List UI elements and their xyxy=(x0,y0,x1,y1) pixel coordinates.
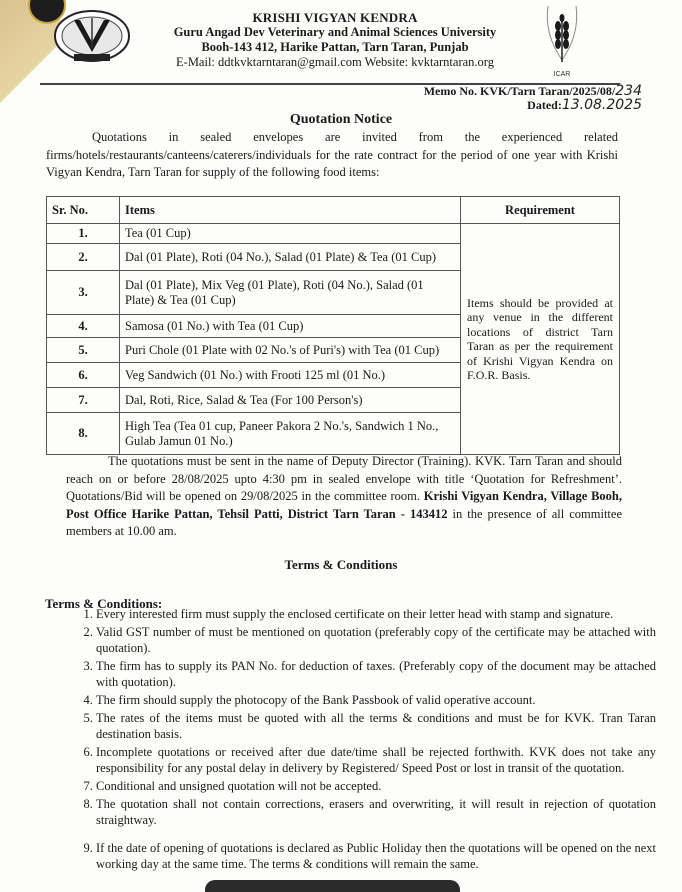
row-item: Puri Chole (01 Plate with 02 No.'s of Puri's) with Tea (01 Cup) xyxy=(120,338,461,363)
term-item: 3. The firm has to supply its PAN No. for deduction of taxes. (Preferably copy of the document may be attached with quotation). xyxy=(96,658,656,690)
row-sr: 6. xyxy=(47,363,120,388)
row-item: High Tea (Tea 01 cup, Paneer Pakora 2 No.'s, Sandwich 1 No., Gulab Jamun 01 No.) xyxy=(120,413,461,455)
memo-number xyxy=(424,84,642,98)
university-name: Guru Angad Dev Veterinary and Animal Sciences University xyxy=(173,25,497,39)
term-item: 5. The rates of the items must be quoted with all the terms & conditions and must be for KVK. Tran Taran destination basis. xyxy=(96,710,656,742)
memo-date xyxy=(424,98,642,112)
row-item: Dal (01 Plate), Mix Veg (01 Plate), Roti (04 No.), Salad (01 Plate) & Tea (01 Cup) xyxy=(120,271,461,315)
icar-emblem xyxy=(540,4,584,80)
university-seal-icon xyxy=(52,8,132,68)
contact-line: E-Mail: ddtkvktarntaran@gmail.com Website: kvktarntaran.org xyxy=(176,55,494,69)
terms-list xyxy=(70,606,656,874)
row-sr: 4. xyxy=(47,315,120,338)
submission-end: in the presence of all committee members at 10.00 am. xyxy=(66,506,622,538)
row-sr: 3. xyxy=(47,271,120,315)
term-item: 1. Every interested firm must supply the enclosed certificate on their letter head with stamp and signature. xyxy=(96,606,656,622)
submission-text: The quotations must be sent in the name of Deputy Director (Training). KVK. Tarn Taran and should reach on or before 28/08/2025 upto 4:30 pm in sealed envelope with title ‘Quotation for Refreshment’. Quotations/Bid will be opened on 29/08/2025 in the committee room. xyxy=(66,454,622,503)
submission-paragraph xyxy=(66,453,622,541)
dated-handwritten: 13.08.2025 xyxy=(561,97,642,113)
icar-caption: ICAR xyxy=(553,71,571,78)
wheat-icon xyxy=(540,4,584,68)
memo-block xyxy=(424,84,642,112)
table-header-row xyxy=(47,197,620,224)
org-name: KRISHI VIGYAN KENDRA xyxy=(252,10,418,25)
letterhead-text xyxy=(150,10,520,70)
header-requirement: Requirement xyxy=(461,197,620,224)
intro-text: Quotations in sealed envelopes are invited from the experienced related firms/hotels/restaurants/canteens/caterers/individuals for the rate contract for the period of one year with Krishi Vigyan Kendra, Tarn Taran for supply of the following food items: xyxy=(46,130,618,179)
row-item: Tea (01 Cup) xyxy=(120,224,461,244)
row-item: Dal (01 Plate), Roti (04 No.), Salad (01 Plate) & Tea (01 Cup) xyxy=(120,244,461,271)
submission-venue: Krishi Vigyan Kendra, Village Booh, Post Office Harike Pattan, Tehsil Patti, District Tarn Taran - 143412 xyxy=(66,489,622,521)
row-sr: 7. xyxy=(47,388,120,413)
term-item: 9. If the date of opening of quotations is declared as Public Holiday then the quotations will be opened on the next working day at the same time. The terms & conditions will remain the same. xyxy=(96,840,656,872)
row-sr: 5. xyxy=(47,338,120,363)
memo-number-handwritten: 234 xyxy=(615,83,642,99)
term-item: 2. Valid GST number of must be mentioned on quotation (preferably copy of the certificate may be attached with quotation). xyxy=(96,624,656,656)
viewer-overlay-bar xyxy=(205,880,460,892)
requirement-cell: Items should be provided at any venue in the different locations of district Tarn Taran as per the requirement of Krishi Vigyan Kendra on F.O.R. Basis. xyxy=(461,224,620,455)
row-item: Samosa (01 No.) with Tea (01 Cup) xyxy=(120,315,461,338)
term-item: 8. The quotation shall not contain corrections, erasers and overwriting, it will result in rejection of quotation straightway. xyxy=(96,796,656,828)
address: Booh-143 412, Harike Pattan, Tarn Taran, Punjab xyxy=(201,40,469,54)
table-row xyxy=(47,224,620,244)
row-item: Dal, Roti, Rice, Salad & Tea (For 100 Person's) xyxy=(120,388,461,413)
header-sr-no: Sr. No. xyxy=(47,197,120,224)
memo-label: Memo No. KVK/Tarn Taran/2025/08/ xyxy=(423,84,616,98)
terms-label: Terms & Conditions: xyxy=(45,596,163,611)
dated-label: Dated: xyxy=(527,98,562,112)
row-sr: 1. xyxy=(47,224,120,244)
row-sr: 2. xyxy=(47,244,120,271)
terms-heading: Terms & Conditions xyxy=(284,557,398,572)
row-sr: 8. xyxy=(47,413,120,455)
page-title: Quotation Notice xyxy=(289,112,393,127)
row-item: Veg Sandwich (01 No.) with Frooti 125 ml (01 No.) xyxy=(120,363,461,388)
term-item: 7. Conditional and unsigned quotation will not be accepted. xyxy=(96,778,656,794)
food-items-table xyxy=(46,196,620,455)
intro-paragraph xyxy=(46,129,618,182)
header-items: Items xyxy=(120,197,461,224)
term-item: 4. The firm should supply the photocopy of the Bank Passbook of valid operative account. xyxy=(96,692,656,708)
term-item: 6. Incomplete quotations or received after due date/time shall be rejected forthwith. KVK does not take any responsibility for any postal delay in delivery by Registered/ Speed Post or lost in transit of the quotation. xyxy=(96,744,656,776)
